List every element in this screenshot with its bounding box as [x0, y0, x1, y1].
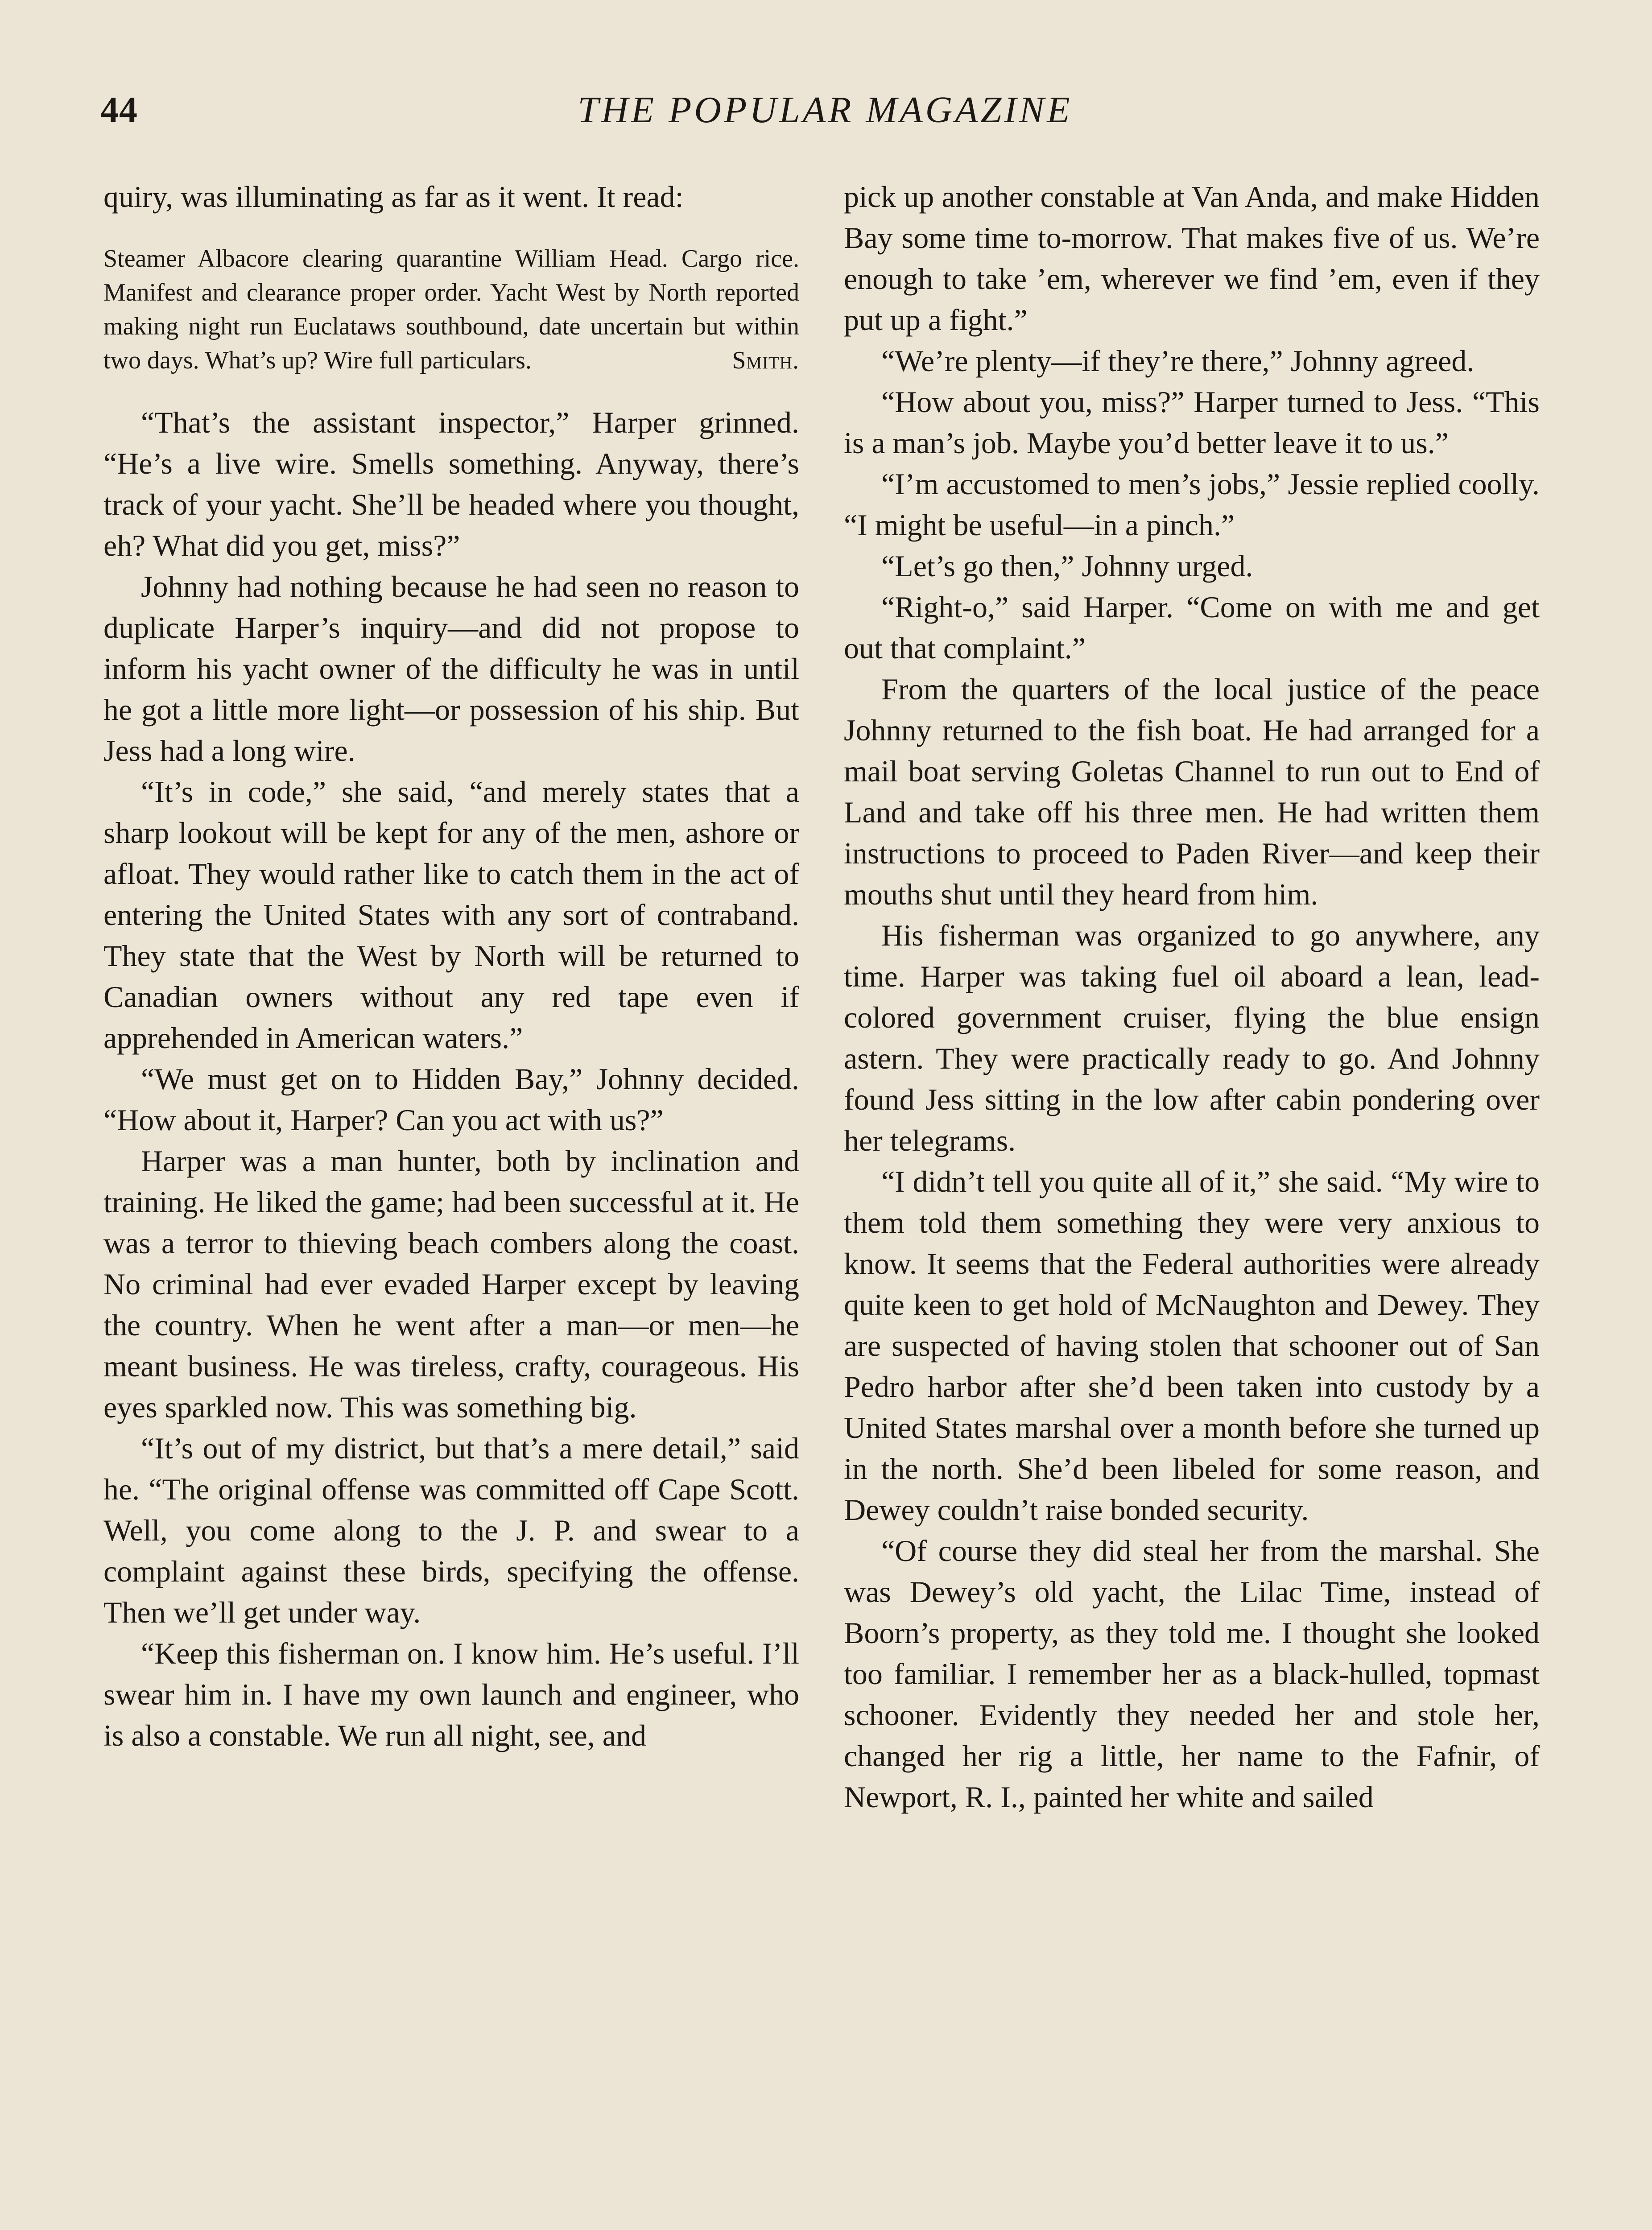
- paragraph: Harper was a man hunter, both by inclination and training. He liked the game; had been successful at it. He was a terror to thieving beach combers along the coast. No criminal had ever evaded Harper except by leaving the country. When he went after a man—or men—he meant business. He was tireless, crafty, courageous. His eyes sparkled now. This was something big.: [103, 1144, 799, 1424]
- paragraph: quiry, was illuminating as far as it went. It read:: [103, 180, 684, 214]
- paragraph: “I didn’t tell you quite all of it,” she said. “My wire to them told them something they were very anxious to know. It seems that the Federal authorities were already quite keen to get hold of McNaughton and Dewey. They are suspected of having stolen that schooner out of San Pedro harbor after she’d been taken into custody by a United States marshal over a month before she turned up in the north. She’d been libeled for some reason, and Dewey couldn’t raise bonded security.: [844, 1165, 1540, 1527]
- paragraph: His fisherman was organized to go anywhere, any time. Harper was taking fuel oil aboard a lean, lead-colored government cruiser, flying the blue ensign astern. They were practically ready to go. And Johnny found Jess sitting in the low after cabin pondering over her telegrams.: [844, 918, 1540, 1157]
- paragraph: From the quarters of the local justice of the peace Johnny returned to the fish boat. He had arranged for a mail boat serving Goletas Channel to run out to End of Land and take off his three men. He had written them instructions to proceed to Paden River—and keep their mouths shut until they heard from him.: [844, 672, 1540, 911]
- paragraph: “Keep this fisherman on. I know him. He’s useful. I’ll swear him in. I have my own launch and engineer, who is also a constable. We run all night, see, and: [103, 1636, 799, 1752]
- telegram-signature: Smith.: [732, 347, 799, 374]
- paragraph: “Right-o,” said Harper. “Come on with me and get out that complaint.”: [844, 590, 1540, 665]
- paragraph: “How about you, miss?” Harper turned to Jess. “This is a man’s job. Maybe you’d better leave it to us.”: [844, 385, 1540, 460]
- telegram-text: Steamer Albacore clearing quarantine William Head. Cargo rice. Manifest and clearance proper order. Yacht West by North reported making night run Euclataws southbound, date uncertain but within two days. What’s up? Wire full particulars.: [103, 245, 799, 374]
- paragraph: “Let’s go then,” Johnny urged.: [881, 549, 1253, 583]
- paragraph: “We’re plenty—if they’re there,” Johnny agreed.: [881, 344, 1474, 378]
- paragraph: “Of course they did steal her from the marshal. She was Dewey’s old yacht, the Lilac Time, instead of Boorn’s property, as they told me. I thought she looked too familiar. I remember her as a black-hulled, topmast schooner. Evidently they needed her and stole her, changed her rig a little, her name to the Fafnir, of Newport, R. I., painted her white and sailed: [844, 1534, 1540, 1814]
- paragraph: Johnny had nothing because he had seen no reason to duplicate Harper’s inquiry—and did not propose to inform his yacht owner of the difficulty he was in until he got a little more light—or possession of his ship. But Jess had a long wire.: [103, 570, 799, 768]
- left-text-column: [103, 176, 799, 1756]
- page-number: 44: [100, 89, 138, 130]
- paragraph: “It’s in code,” she said, “and merely states that a sharp lookout will be kept for any of the men, ashore or afloat. They would rather like to catch them in the act of entering the United States with any sort of contraband. They state that the West by North will be returned to Canadian owners without any red tape even if apprehended in American waters.”: [103, 775, 799, 1055]
- paragraph: pick up another constable at Van Anda, and make Hidden Bay some time to-morrow. That makes five of us. We’re enough to take ’em, wherever we find ’em, even if they put up a fight.”: [844, 180, 1540, 337]
- paragraph: “We must get on to Hidden Bay,” Johnny decided. “How about it, Harper? Can you act with us?”: [103, 1062, 799, 1137]
- running-title: THE POPULAR MAGAZINE: [578, 89, 1073, 131]
- right-text-column: [844, 176, 1540, 1817]
- paragraph: “That’s the assistant inspector,” Harper grinned. “He’s a live wire. Smells something. Anyway, there’s track of your yacht. She’ll be headed where you thought, eh? What did you get, miss?”: [103, 405, 799, 562]
- telegram-quote: [103, 242, 799, 377]
- paragraph: “I’m accustomed to men’s jobs,” Jessie replied coolly. “I might be useful—in a pinch.”: [844, 467, 1540, 542]
- paragraph: “It’s out of my district, but that’s a mere detail,” said he. “The original offense was committed off Cape Scott. Well, you come along to the J. P. and swear to a complaint against these birds, specifying the offense. Then we’ll get under way.: [103, 1431, 799, 1629]
